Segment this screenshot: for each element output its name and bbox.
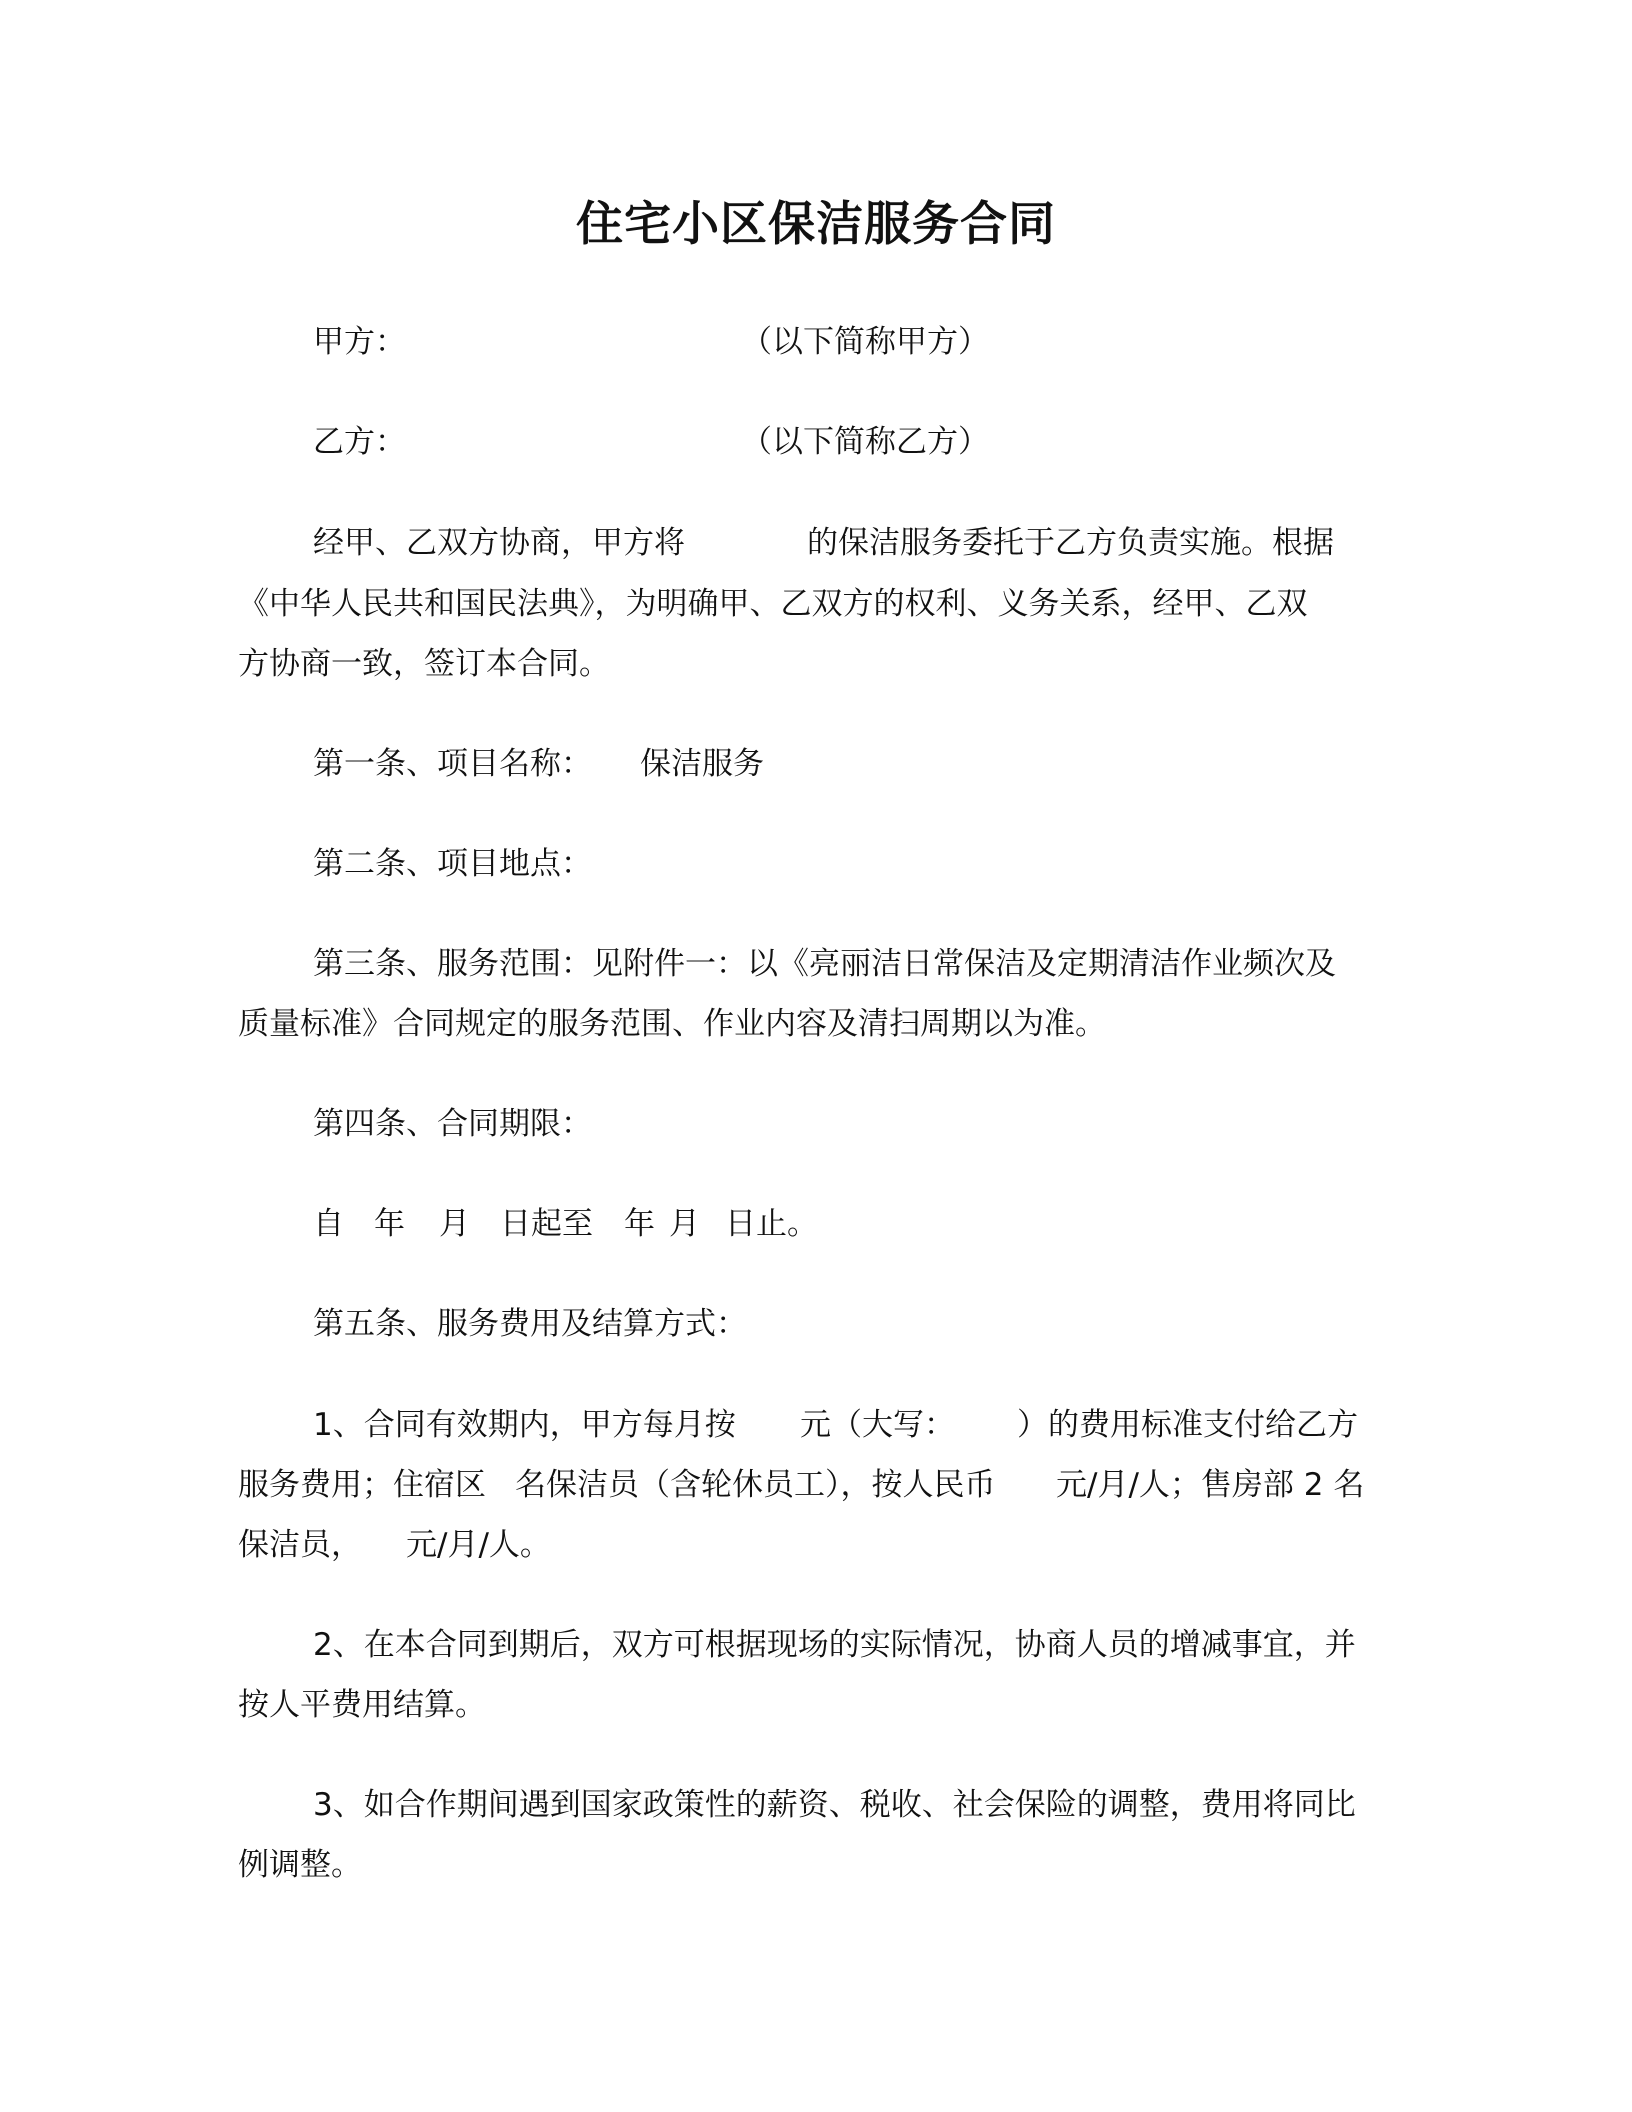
article-5-label: 第五条、服务费用及结算方式： — [313, 1306, 747, 1342]
article-3-line-1: 第三条、服务范围：见附件一：以《亮丽洁日常保洁及定期清洁作业频次及 — [313, 946, 1336, 982]
article-4-label: 第四条、合同期限： — [313, 1106, 592, 1142]
period-from: 自 — [313, 1206, 344, 1242]
item-1-text-e: 名保洁员（含轮休员工），按人民币 — [515, 1467, 996, 1503]
item-1-text-g: 保洁员， — [238, 1527, 362, 1563]
item-1-text-h: 元/月/人。 — [406, 1527, 551, 1563]
item-3-line-2: 例调整。 — [238, 1847, 362, 1883]
document-title: 住宅小区保洁服务合同 — [576, 197, 1056, 252]
period-day-1: 日起至 — [500, 1206, 593, 1242]
article-1-value: 保洁服务 — [640, 746, 764, 782]
intro-line-3: 方协商一致，签订本合同。 — [238, 646, 610, 682]
item-1-text-c: ）的费用标准支付给乙方 — [1017, 1407, 1358, 1443]
item-1-text-d: 服务费用；住宿区 — [238, 1467, 486, 1503]
article-2-label: 第二条、项目地点： — [313, 846, 592, 882]
intro-text-a: 经甲、乙双方协商，甲方将 — [313, 525, 685, 561]
article-1-label: 第一条、项目名称： — [313, 746, 592, 782]
party-b-label: 乙方： — [313, 424, 406, 460]
article-3-line-2: 质量标准》合同规定的服务范围、作业内容及清扫周期以为准。 — [238, 1006, 1106, 1042]
period-year-1: 年 — [374, 1206, 405, 1242]
period-month-1: 月 — [439, 1206, 470, 1242]
item-3-line-1: 3、如合作期间遇到国家政策性的薪资、税收、社会保险的调整，费用将同比 — [313, 1787, 1356, 1823]
period-year-2: 年 — [624, 1206, 655, 1242]
party-a-note: （以下简称甲方） — [741, 324, 989, 360]
period-day-2: 日止。 — [725, 1206, 818, 1242]
period-month-2: 月 — [669, 1206, 700, 1242]
item-2-line-2: 按人平费用结算。 — [238, 1687, 486, 1723]
item-1-text-a: 1、合同有效期内，甲方每月按 — [313, 1407, 736, 1443]
intro-line-2: 《中华人民共和国民法典》，为明确甲、乙双方的权利、义务关系，经甲、乙双 — [238, 586, 1308, 622]
item-1-text-b: 元（大写： — [800, 1407, 955, 1443]
item-2-line-1: 2、在本合同到期后，双方可根据现场的实际情况，协商人员的增减事宜，并 — [313, 1627, 1356, 1663]
party-a-label: 甲方： — [313, 324, 406, 360]
intro-text-b: 的保洁服务委托于乙方负责实施。根据 — [807, 525, 1334, 561]
item-1-text-f: 元/月/人；售房部 2 名 — [1056, 1467, 1365, 1503]
party-b-note: （以下简称乙方） — [741, 424, 989, 460]
